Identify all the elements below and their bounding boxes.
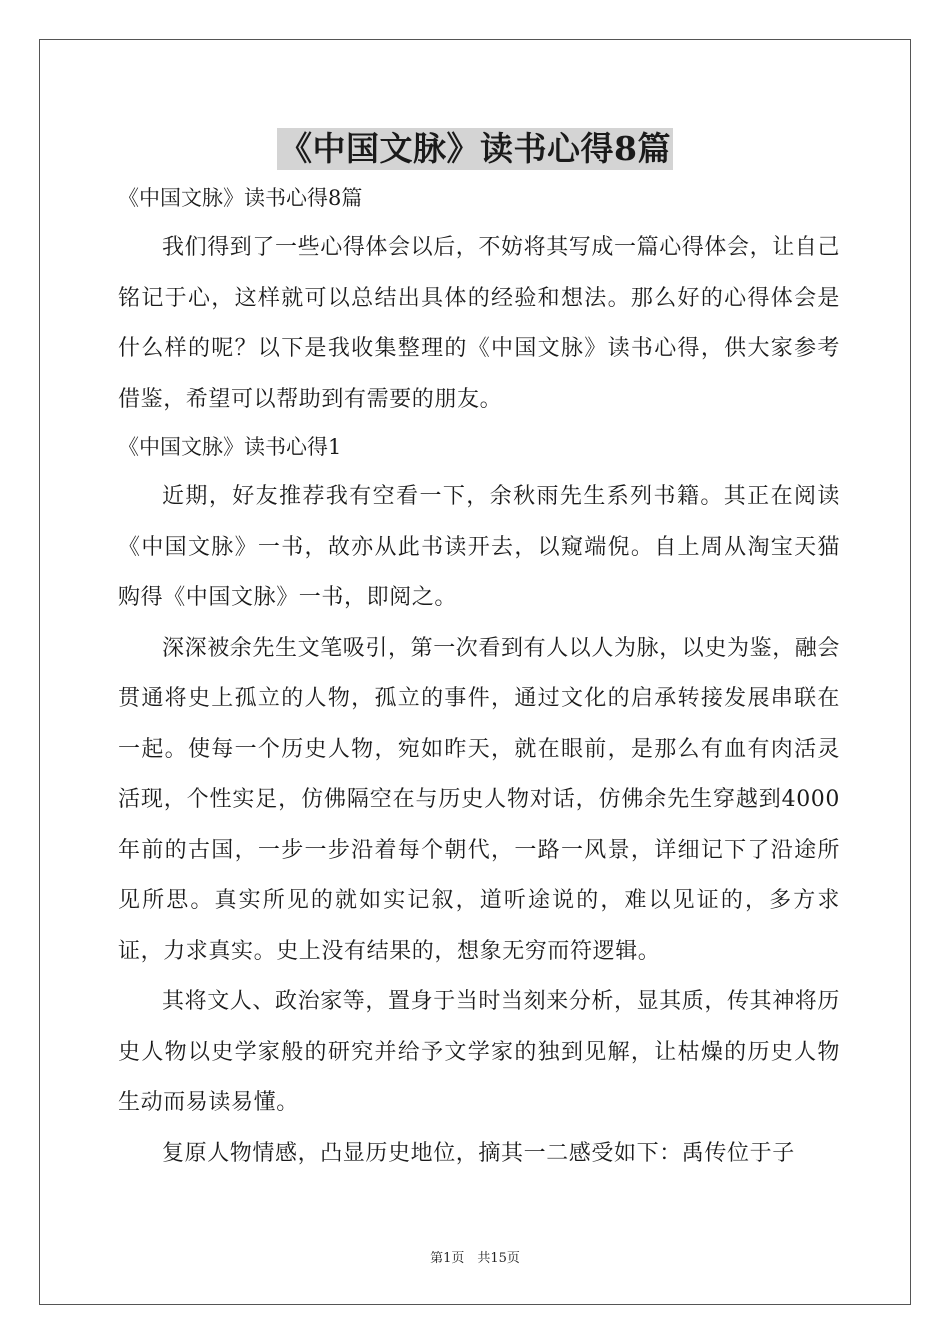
document-body — [118, 180, 840, 1179]
page-footer: 第1页 共15页 — [430, 1251, 520, 1266]
section-heading: 《中国文脉》读书心得1 — [118, 435, 342, 459]
body-paragraph: 复原人物情感，凸显历史地位，摘其一二感受如下：禹传位于子 — [162, 1140, 795, 1166]
intro-paragraph: 我们得到了一些心得体会以后，不妨将其写成一篇心得体会，让自己铭记于心，这样就可以总结出具体的经验和想法。那么好的心得体会是什么样的呢？以下是我收集整理的《中国文脉》读书心得，供大家参考借鉴，希望可以帮助到有需要的朋友。 — [118, 235, 841, 412]
body-paragraph: 其将文人、政治家等，置身于当时当刻来分析，显其质，传其神将历史人物以史学家般的研究并给予文学家的独到见解，让枯燥的历史人物生动而易读易懂。 — [118, 989, 841, 1115]
body-paragraph: 近期，好友推荐我有空看一下，余秋雨先生系列书籍。其正在阅读《中国文脉》一书，故亦从此书读开去，以窥端倪。自上周从淘宝天猫购得《中国文脉》一书，即阅之。 — [118, 484, 840, 610]
document-subtitle: 《中国文脉》读书心得8篇 — [118, 186, 363, 210]
document-title-wrap — [0, 128, 950, 170]
body-paragraph: 深深被余先生文笔吸引，第一次看到有人以人为脉，以史为鉴，融会贯通将史上孤立的人物，孤立的事件，通过文化的启承转接发展串联在一起。使每一个历史人物，宛如昨天，就在眼前，是那么有血有肉活灵活现，个性实足，仿佛隔空在与历史人物对话，仿佛余先生穿越到4000年前的古国，一步一步沿着每个朝代，一路一风景，详细记下了沿途所见所思。真实所见的就如实记叙，道听途说的，难以见证的，多方求证，力求真实。史上没有结果的，想象无穷而符逻辑。 — [118, 635, 841, 964]
document-title: 《中国文脉》读书心得8篇 — [279, 129, 671, 168]
